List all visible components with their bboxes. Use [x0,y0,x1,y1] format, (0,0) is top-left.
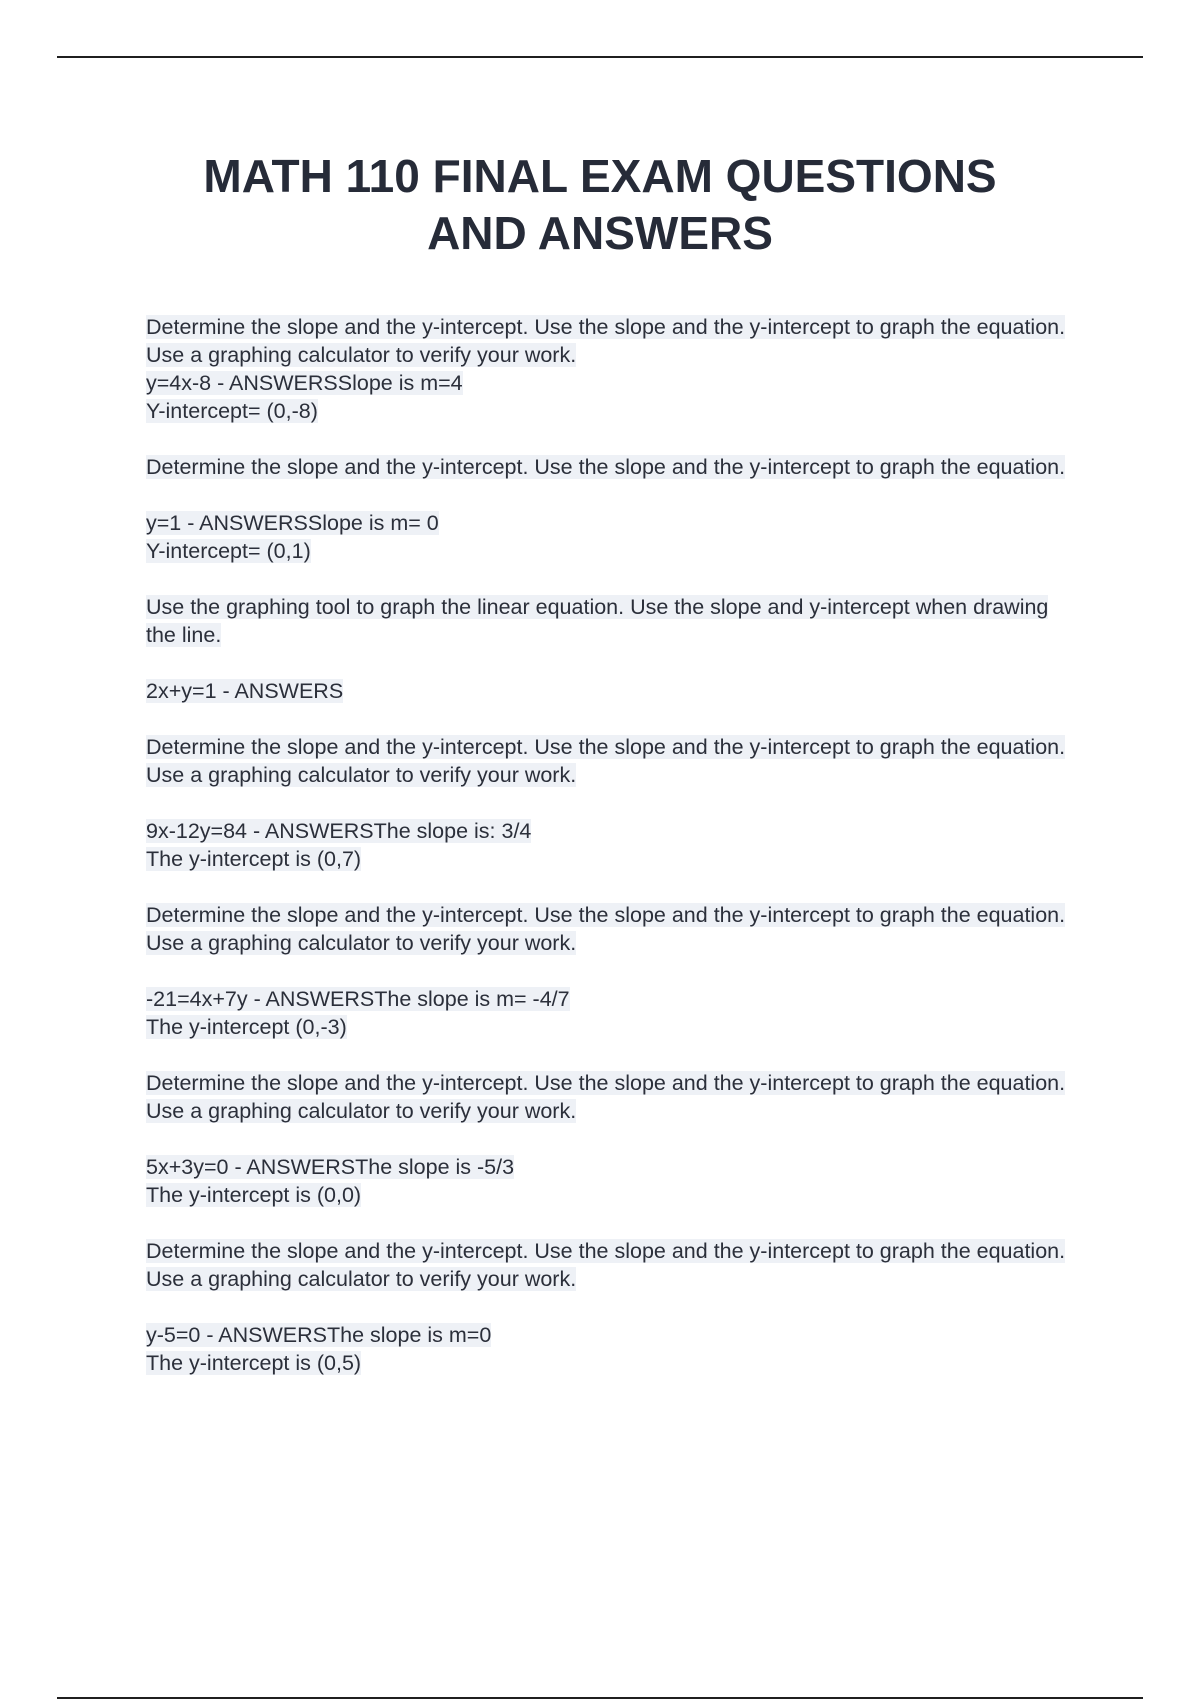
answer-line: y=4x-8 - ANSWERSSlope is m=4 [146,371,463,395]
title-line-1: MATH 110 FINAL EXAM QUESTIONS [203,150,997,202]
page-title [0,148,1200,262]
qa-item [146,733,1076,873]
answer-line: -21=4x+7y - ANSWERSThe slope is m= -4/7 [146,987,570,1011]
answer-line: 5x+3y=0 - ANSWERSThe slope is -5/3 [146,1155,515,1179]
question-text: Determine the slope and the y-intercept. Use the slope and the y-intercept to graph the equation. Use a graphing calculator to verify your work. [146,903,1066,955]
qa-item [146,593,1076,705]
title-line-2: AND ANSWERS [427,207,773,259]
answer-line: y-5=0 - ANSWERSThe slope is m=0 [146,1323,492,1347]
qa-item [146,453,1076,565]
answer-line: y=1 - ANSWERSSlope is m= 0 [146,511,439,535]
qa-item [146,901,1076,1041]
question-text: Determine the slope and the y-intercept. Use the slope and the y-intercept to graph the equation. [146,455,1066,479]
answer-line: The y-intercept (0,-3) [146,1015,347,1039]
answer-line: Y-intercept= (0,1) [146,539,311,563]
qa-item [146,313,1076,425]
question-text: Determine the slope and the y-intercept. Use the slope and the y-intercept to graph the equation. Use a graphing calculator to verify your work. [146,315,1066,367]
answer-line: The y-intercept is (0,5) [146,1351,362,1375]
question-text: Determine the slope and the y-intercept. Use the slope and the y-intercept to graph the equation. Use a graphing calculator to verify your work. [146,1239,1066,1291]
answer-line: Y-intercept= (0,-8) [146,399,318,423]
answer-line: The y-intercept is (0,0) [146,1183,362,1207]
bottom-rule [57,1697,1143,1699]
top-rule [57,56,1143,58]
answer-line: 2x+y=1 - ANSWERS [146,679,344,703]
qa-item [146,1237,1076,1377]
qa-list [146,313,1076,1405]
qa-item [146,1069,1076,1209]
question-text: Determine the slope and the y-intercept. Use the slope and the y-intercept to graph the equation. Use a graphing calculator to verify your work. [146,1071,1066,1123]
answer-line: The y-intercept is (0,7) [146,847,362,871]
question-text: Use the graphing tool to graph the linear equation. Use the slope and y-intercept when drawing the line. [146,595,1049,647]
question-text: Determine the slope and the y-intercept. Use the slope and the y-intercept to graph the equation. Use a graphing calculator to verify your work. [146,735,1066,787]
answer-line: 9x-12y=84 - ANSWERSThe slope is: 3/4 [146,819,532,843]
